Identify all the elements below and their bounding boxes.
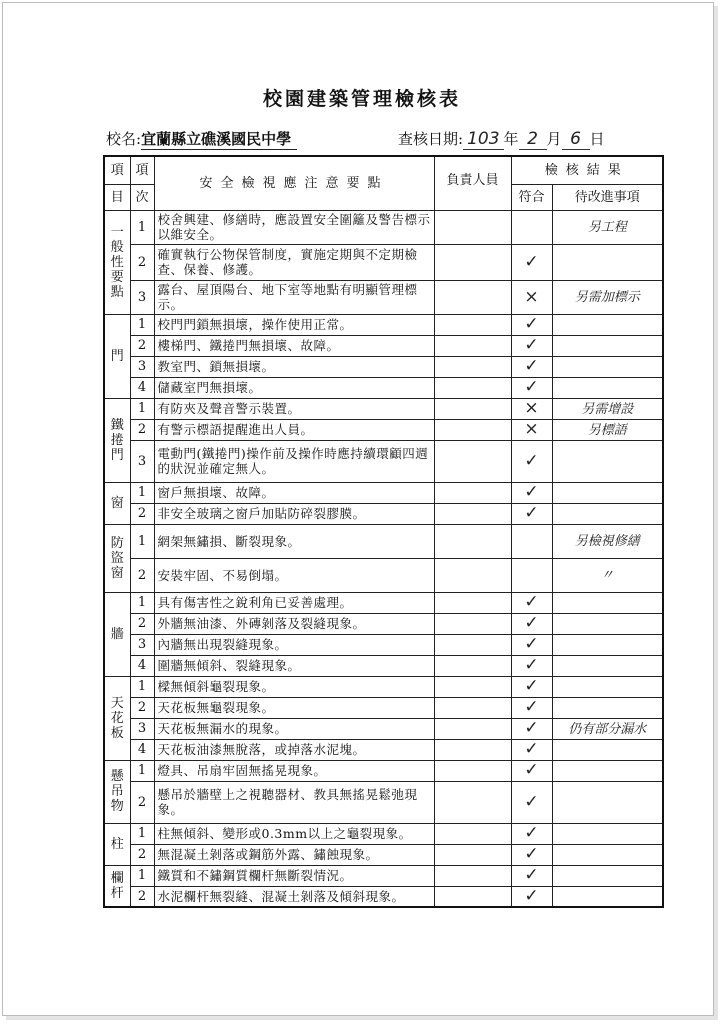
responsible-person	[434, 718, 511, 739]
conform-mark	[511, 739, 552, 760]
responsible-person	[434, 844, 511, 865]
form-title: 校園建築管理檢核表	[262, 88, 461, 110]
item-number: 4	[130, 655, 154, 676]
check-mark: ✓	[524, 377, 539, 397]
responsible-person	[434, 558, 511, 592]
improvement-note	[552, 739, 663, 760]
improvement-note	[552, 613, 663, 634]
item-number: 2	[130, 335, 154, 356]
conform-mark	[511, 377, 552, 398]
requirement-text: 水泥欄杆無裂縫、混凝土剝落及傾斜現象。	[154, 886, 434, 907]
handwritten-note: 仍有部分漏水	[568, 721, 647, 737]
improvement-note	[552, 718, 663, 739]
conform-mark	[511, 592, 552, 613]
item-number: 2	[130, 697, 154, 718]
item-number: 2	[130, 558, 154, 592]
responsible-person	[434, 886, 511, 907]
check-mark: ✓	[524, 613, 539, 633]
responsible-person	[434, 524, 511, 558]
conform-mark	[511, 210, 552, 244]
date-label: 查核日期:	[398, 130, 464, 148]
requirement-text: 柱無傾斜、變形或0.3mm以上之龜裂現象。	[154, 823, 434, 844]
improvement-note	[552, 314, 663, 335]
conform-mark	[511, 244, 552, 280]
inspection-date	[398, 128, 605, 150]
category-label: 懸 吊 物	[104, 760, 130, 823]
category-label: 牆	[104, 592, 130, 676]
conform-mark	[511, 697, 552, 718]
header-person: 負責人員	[434, 156, 511, 210]
responsible-person	[434, 865, 511, 886]
header-improve: 待改進事項	[552, 184, 663, 210]
conform-mark	[511, 823, 552, 844]
category-label: 門	[104, 314, 130, 398]
conform-mark	[511, 503, 552, 524]
check-mark: ✓	[524, 482, 539, 502]
conform-mark	[511, 356, 552, 377]
school-line	[106, 128, 297, 149]
day-suffix: 日	[589, 130, 605, 148]
requirement-text: 教室門、鎖無損壞。	[154, 356, 434, 377]
check-mark: ✓	[524, 865, 539, 885]
improvement-note	[552, 398, 663, 419]
responsible-person	[434, 634, 511, 655]
table-row	[104, 592, 663, 613]
check-mark: ✓	[524, 739, 539, 759]
table-row	[104, 823, 663, 844]
responsible-person	[434, 377, 511, 398]
requirement-text: 燈具、吊扇牢固無搖晃現象。	[154, 760, 434, 781]
requirement-text: 樓梯門、鐵捲門無損壞、故障。	[154, 335, 434, 356]
table-row	[104, 676, 663, 697]
requirement-text: 樑無傾斜龜裂現象。	[154, 676, 434, 697]
conform-mark	[511, 524, 552, 558]
improvement-note	[552, 244, 663, 280]
table-row	[104, 377, 663, 398]
header-result: 檢核結果	[511, 156, 663, 184]
responsible-person	[434, 592, 511, 613]
requirement-text: 安裝牢固、不易倒塌。	[154, 558, 434, 592]
handwritten-note: 另工程	[587, 220, 627, 235]
conform-mark	[511, 781, 552, 823]
item-number: 3	[130, 634, 154, 655]
requirement-text: 網架無鏽損、斷裂現象。	[154, 524, 434, 558]
responsible-person	[434, 335, 511, 356]
requirement-text: 非安全玻璃之窗戶加貼防碎裂膠膜。	[154, 503, 434, 524]
handwritten-note: 另需增設	[581, 401, 634, 417]
conform-mark	[511, 844, 552, 865]
conform-mark	[511, 482, 552, 503]
table-row	[104, 613, 663, 634]
table-row	[104, 886, 663, 907]
conform-mark	[511, 314, 552, 335]
item-number: 3	[130, 280, 154, 314]
improvement-note	[552, 676, 663, 697]
improvement-note	[552, 760, 663, 781]
requirement-text: 內牆無出現裂縫現象。	[154, 634, 434, 655]
improvement-note	[552, 655, 663, 676]
responsible-person	[434, 356, 511, 377]
item-number: 1	[130, 592, 154, 613]
checklist-body	[104, 210, 663, 907]
table-row	[104, 210, 663, 244]
handwritten-note: 另檢視修繕	[574, 534, 640, 549]
requirement-text: 校門門鎖無損壞，操作使用正常。	[154, 314, 434, 335]
table-row	[104, 398, 663, 419]
requirement-text: 無混凝土剝落或鋼筋外露、鏽蝕現象。	[154, 844, 434, 865]
check-mark: ✓	[524, 251, 539, 272]
check-mark: ✓	[524, 356, 539, 376]
school-label: 校名:	[106, 130, 142, 148]
responsible-person	[434, 244, 511, 280]
requirement-text: 天花板無漏水的現象。	[154, 718, 434, 739]
table-row	[104, 482, 663, 503]
improvement-note	[552, 419, 663, 440]
header-conform: 符合	[511, 184, 552, 210]
table-row	[104, 558, 663, 592]
item-number: 1	[130, 210, 154, 244]
item-number: 3	[130, 440, 154, 482]
table-row	[104, 781, 663, 823]
improvement-note	[552, 592, 663, 613]
check-mark: ✓	[524, 592, 539, 612]
header-item-bottom: 目	[104, 184, 130, 210]
responsible-person	[434, 760, 511, 781]
check-mark: ✓	[524, 791, 539, 812]
requirement-text: 窗戶無損壞、故障。	[154, 482, 434, 503]
check-mark: ✓	[524, 335, 539, 355]
table-row	[104, 865, 663, 886]
table-row	[104, 524, 663, 558]
item-number: 1	[130, 482, 154, 503]
conform-mark	[511, 440, 552, 482]
check-mark: ×	[524, 398, 539, 418]
responsible-person	[434, 314, 511, 335]
header-seq-top: 項	[130, 156, 154, 184]
requirement-text: 天花板無龜裂現象。	[154, 697, 434, 718]
category-label: 鐵 捲 門	[104, 398, 130, 482]
conform-mark	[511, 419, 552, 440]
conform-mark	[511, 760, 552, 781]
improvement-note	[552, 558, 663, 592]
item-number: 2	[130, 503, 154, 524]
improvement-note	[552, 440, 663, 482]
requirement-text: 外牆無油漆、外磚剝落及裂縫現象。	[154, 613, 434, 634]
item-number: 2	[130, 886, 154, 907]
requirement-text: 電動門(鐵捲門)操作前及操作時應持續環顧四週的狀況並確定無人。	[154, 440, 434, 482]
check-mark: ×	[524, 419, 539, 439]
table-row	[104, 335, 663, 356]
table-row	[104, 697, 663, 718]
category-label: 天 花 板	[104, 676, 130, 760]
conform-mark	[511, 655, 552, 676]
table-row	[104, 440, 663, 482]
school-name: 宜蘭縣立礁溪國民中學	[141, 130, 297, 150]
check-mark: ✓	[524, 634, 539, 654]
table-row	[104, 634, 663, 655]
check-mark: ✓	[524, 823, 539, 843]
requirement-text: 具有傷害性之銳利角已妥善處理。	[154, 592, 434, 613]
requirement-text: 鐵質和不鏽鋼質欄杆無斷裂情況。	[154, 865, 434, 886]
table-row	[104, 844, 663, 865]
improvement-note	[552, 865, 663, 886]
requirement-text: 有防夾及聲音警示裝置。	[154, 398, 434, 419]
conform-mark	[511, 398, 552, 419]
item-number: 2	[130, 844, 154, 865]
check-mark: ✓	[524, 697, 539, 717]
conform-mark	[511, 335, 552, 356]
requirement-text: 確實執行公物保管制度，實施定期與不定期檢查、保養、修護。	[154, 244, 434, 280]
improvement-note	[552, 886, 663, 907]
responsible-person	[434, 503, 511, 524]
item-number: 2	[130, 781, 154, 823]
responsible-person	[434, 823, 511, 844]
requirement-text: 露台、屋頂陽台、地下室等地點有明顯管理標示。	[154, 280, 434, 314]
check-mark: ✓	[524, 718, 539, 738]
table-row	[104, 760, 663, 781]
date-month: 2	[519, 129, 547, 150]
table-row	[104, 655, 663, 676]
item-number: 1	[130, 314, 154, 335]
check-mark: ✓	[524, 676, 539, 696]
item-number: 1	[130, 398, 154, 419]
item-number: 2	[130, 244, 154, 280]
table-row	[104, 280, 663, 314]
conform-mark	[511, 718, 552, 739]
item-number: 1	[130, 823, 154, 844]
item-number: 4	[130, 377, 154, 398]
improvement-note	[552, 524, 663, 558]
table-row	[104, 314, 663, 335]
conform-mark	[511, 634, 552, 655]
responsible-person	[434, 419, 511, 440]
improvement-note	[552, 482, 663, 503]
requirement-text: 儲藏室門無損壞。	[154, 377, 434, 398]
category-label: 欄 杆	[104, 865, 130, 907]
item-number: 4	[130, 739, 154, 760]
improvement-note	[552, 377, 663, 398]
responsible-person	[434, 697, 511, 718]
conform-mark	[511, 558, 552, 592]
check-mark: ✓	[524, 885, 539, 906]
responsible-person	[434, 676, 511, 697]
checklist-table	[103, 155, 664, 908]
requirement-text: 校舍興建、修繕時，應設置安全圍籬及警告標示以維安全。	[154, 210, 434, 244]
conform-mark	[511, 865, 552, 886]
responsible-person	[434, 781, 511, 823]
item-number: 3	[130, 356, 154, 377]
table-row	[104, 356, 663, 377]
improvement-note	[552, 781, 663, 823]
handwritten-note: 另需加標示	[574, 290, 640, 305]
item-number: 1	[130, 760, 154, 781]
improvement-note	[552, 335, 663, 356]
check-mark: ✓	[524, 760, 539, 780]
improvement-note	[552, 280, 663, 314]
category-label: 防 盜 窗	[104, 524, 130, 592]
responsible-person	[434, 398, 511, 419]
header-seq-bottom: 次	[130, 184, 154, 210]
table-row	[104, 739, 663, 760]
month-suffix: 月	[546, 130, 562, 148]
category-label: 柱	[104, 823, 130, 865]
responsible-person	[434, 739, 511, 760]
item-number: 2	[130, 613, 154, 634]
check-mark: ✓	[524, 450, 539, 471]
improvement-note	[552, 634, 663, 655]
responsible-person	[434, 613, 511, 634]
responsible-person	[434, 440, 511, 482]
improvement-note	[552, 356, 663, 377]
improvement-note	[552, 844, 663, 865]
category-label: 一 般 性 要 點	[104, 210, 130, 314]
item-number: 3	[130, 718, 154, 739]
header-item-top: 項	[104, 156, 130, 184]
improvement-note	[552, 697, 663, 718]
responsible-person	[434, 482, 511, 503]
responsible-person	[434, 655, 511, 676]
requirement-text: 圍牆無傾斜、裂縫現象。	[154, 655, 434, 676]
conform-mark	[511, 676, 552, 697]
requirement-text: 天花板油漆無脫落，或掉落水泥塊。	[154, 739, 434, 760]
requirement-text: 懸吊於牆壁上之視聽器材、教具無搖晃鬆弛現象。	[154, 781, 434, 823]
check-mark: ✓	[524, 314, 539, 334]
check-mark: ✓	[524, 844, 539, 864]
requirement-text: 有警示標語提醒進出人員。	[154, 419, 434, 440]
table-row	[104, 503, 663, 524]
check-mark: ×	[524, 286, 539, 307]
handwritten-note: 另標語	[587, 422, 627, 438]
conform-mark	[511, 613, 552, 634]
year-suffix: 年	[503, 130, 519, 148]
conform-mark	[511, 886, 552, 907]
table-row	[104, 244, 663, 280]
category-label: 窗	[104, 482, 130, 524]
item-number: 2	[130, 419, 154, 440]
improvement-note	[552, 210, 663, 244]
item-number: 1	[130, 865, 154, 886]
check-mark: ✓	[524, 655, 539, 675]
table-row	[104, 718, 663, 739]
conform-mark	[511, 280, 552, 314]
check-mark: ✓	[524, 503, 539, 523]
responsible-person	[434, 210, 511, 244]
table-row	[104, 419, 663, 440]
handwritten-note: 〃	[600, 568, 614, 583]
header-requirement: 安全檢視應注意要點	[154, 156, 434, 210]
item-number: 1	[130, 524, 154, 558]
responsible-person	[434, 280, 511, 314]
improvement-note	[552, 823, 663, 844]
date-year: 103	[463, 129, 503, 150]
item-number: 1	[130, 676, 154, 697]
improvement-note	[552, 503, 663, 524]
date-day: 6	[562, 129, 590, 150]
